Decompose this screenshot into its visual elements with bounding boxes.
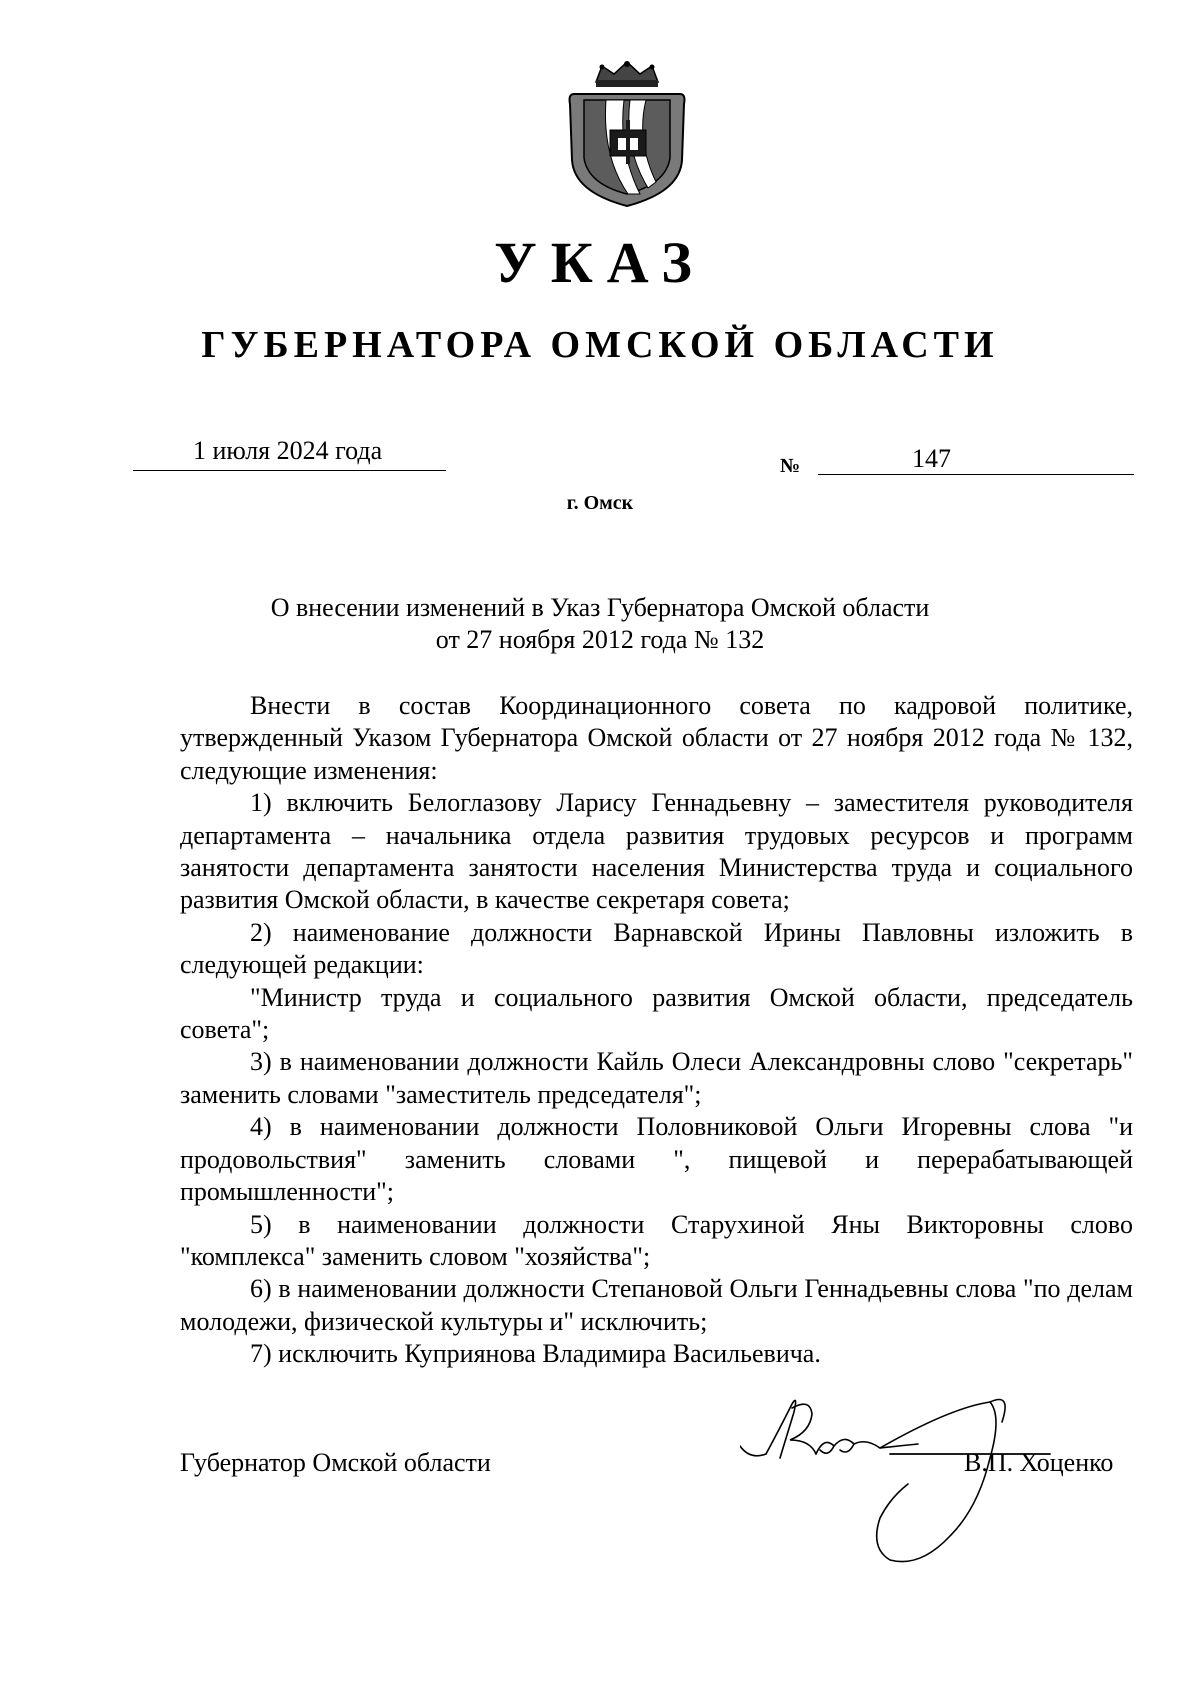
decree-heading — [200, 592, 1000, 656]
heading-line-2: от 27 ноября 2012 года № 132 — [435, 625, 765, 654]
heading-line-1: О внесении изменений в Указ Губернатора Омской области — [270, 593, 930, 622]
body-paragraph: 5) в наименовании должности Старухиной Яны Викторовны слово "комплекса" заменить словом "хозяйства"; — [180, 1209, 1133, 1271]
number-label: № — [780, 455, 801, 477]
decree-date: 1 июля 2024 года — [193, 436, 383, 465]
document-title: УКАЗ — [494, 230, 706, 295]
coat-of-arms-icon — [566, 60, 688, 210]
city-name: г. Омск — [566, 492, 634, 514]
signatory-name: В.П. Хоценко — [964, 1448, 1114, 1477]
body-paragraph: "Министр труда и социального развития Омской области, председатель совета"; — [180, 982, 1133, 1045]
date-underline — [133, 470, 446, 471]
signatory-position: Губернатор Омской области — [180, 1448, 491, 1477]
body-paragraph: 2) наименование должности Варнавской Ирины Павловны изложить в следующей редакции: — [180, 917, 1133, 980]
document-subtitle: ГУБЕРНАТОРА ОМСКОЙ ОБЛАСТИ — [201, 324, 999, 366]
body-paragraph: 6) в наименовании должности Степановой Ольги Геннадьевны слова "по делам молодежи, физической культуры и" исключить; — [180, 1274, 1133, 1336]
body-paragraph: 7) исключить Куприянова Владимира Васильевича. — [250, 1339, 821, 1369]
body-paragraph: Внести в состав Координационного совета по кадровой политике, утвержденный Указом Губернатора Омской области от 27 ноября 2012 года № 132, следующие изменения: — [180, 691, 1133, 785]
body-paragraph: 3) в наименовании должности Кайль Олеси Александровны слово "секретарь" заменить словами "заместитель председателя"; — [180, 1047, 1133, 1109]
number-underline — [818, 474, 1134, 475]
body-paragraph: 1) включить Белоглазову Ларису Геннадьевну – заместителя руководителя департамента – начальника отдела развития трудовых ресурсов и программ занятости департамента занятости населения Министерства труда и социального развития Омской области, в качестве секретаря совета; — [180, 788, 1133, 915]
body-paragraph: 4) в наименовании должности Половниковой Ольги Игоревны слова "и продовольствия" заменить словами ", пищевой и перерабатывающей промышленности"; — [180, 1112, 1133, 1207]
decree-number: 147 — [912, 444, 951, 473]
decree-body — [180, 690, 1133, 1371]
handwritten-signature — [740, 1388, 1140, 1578]
